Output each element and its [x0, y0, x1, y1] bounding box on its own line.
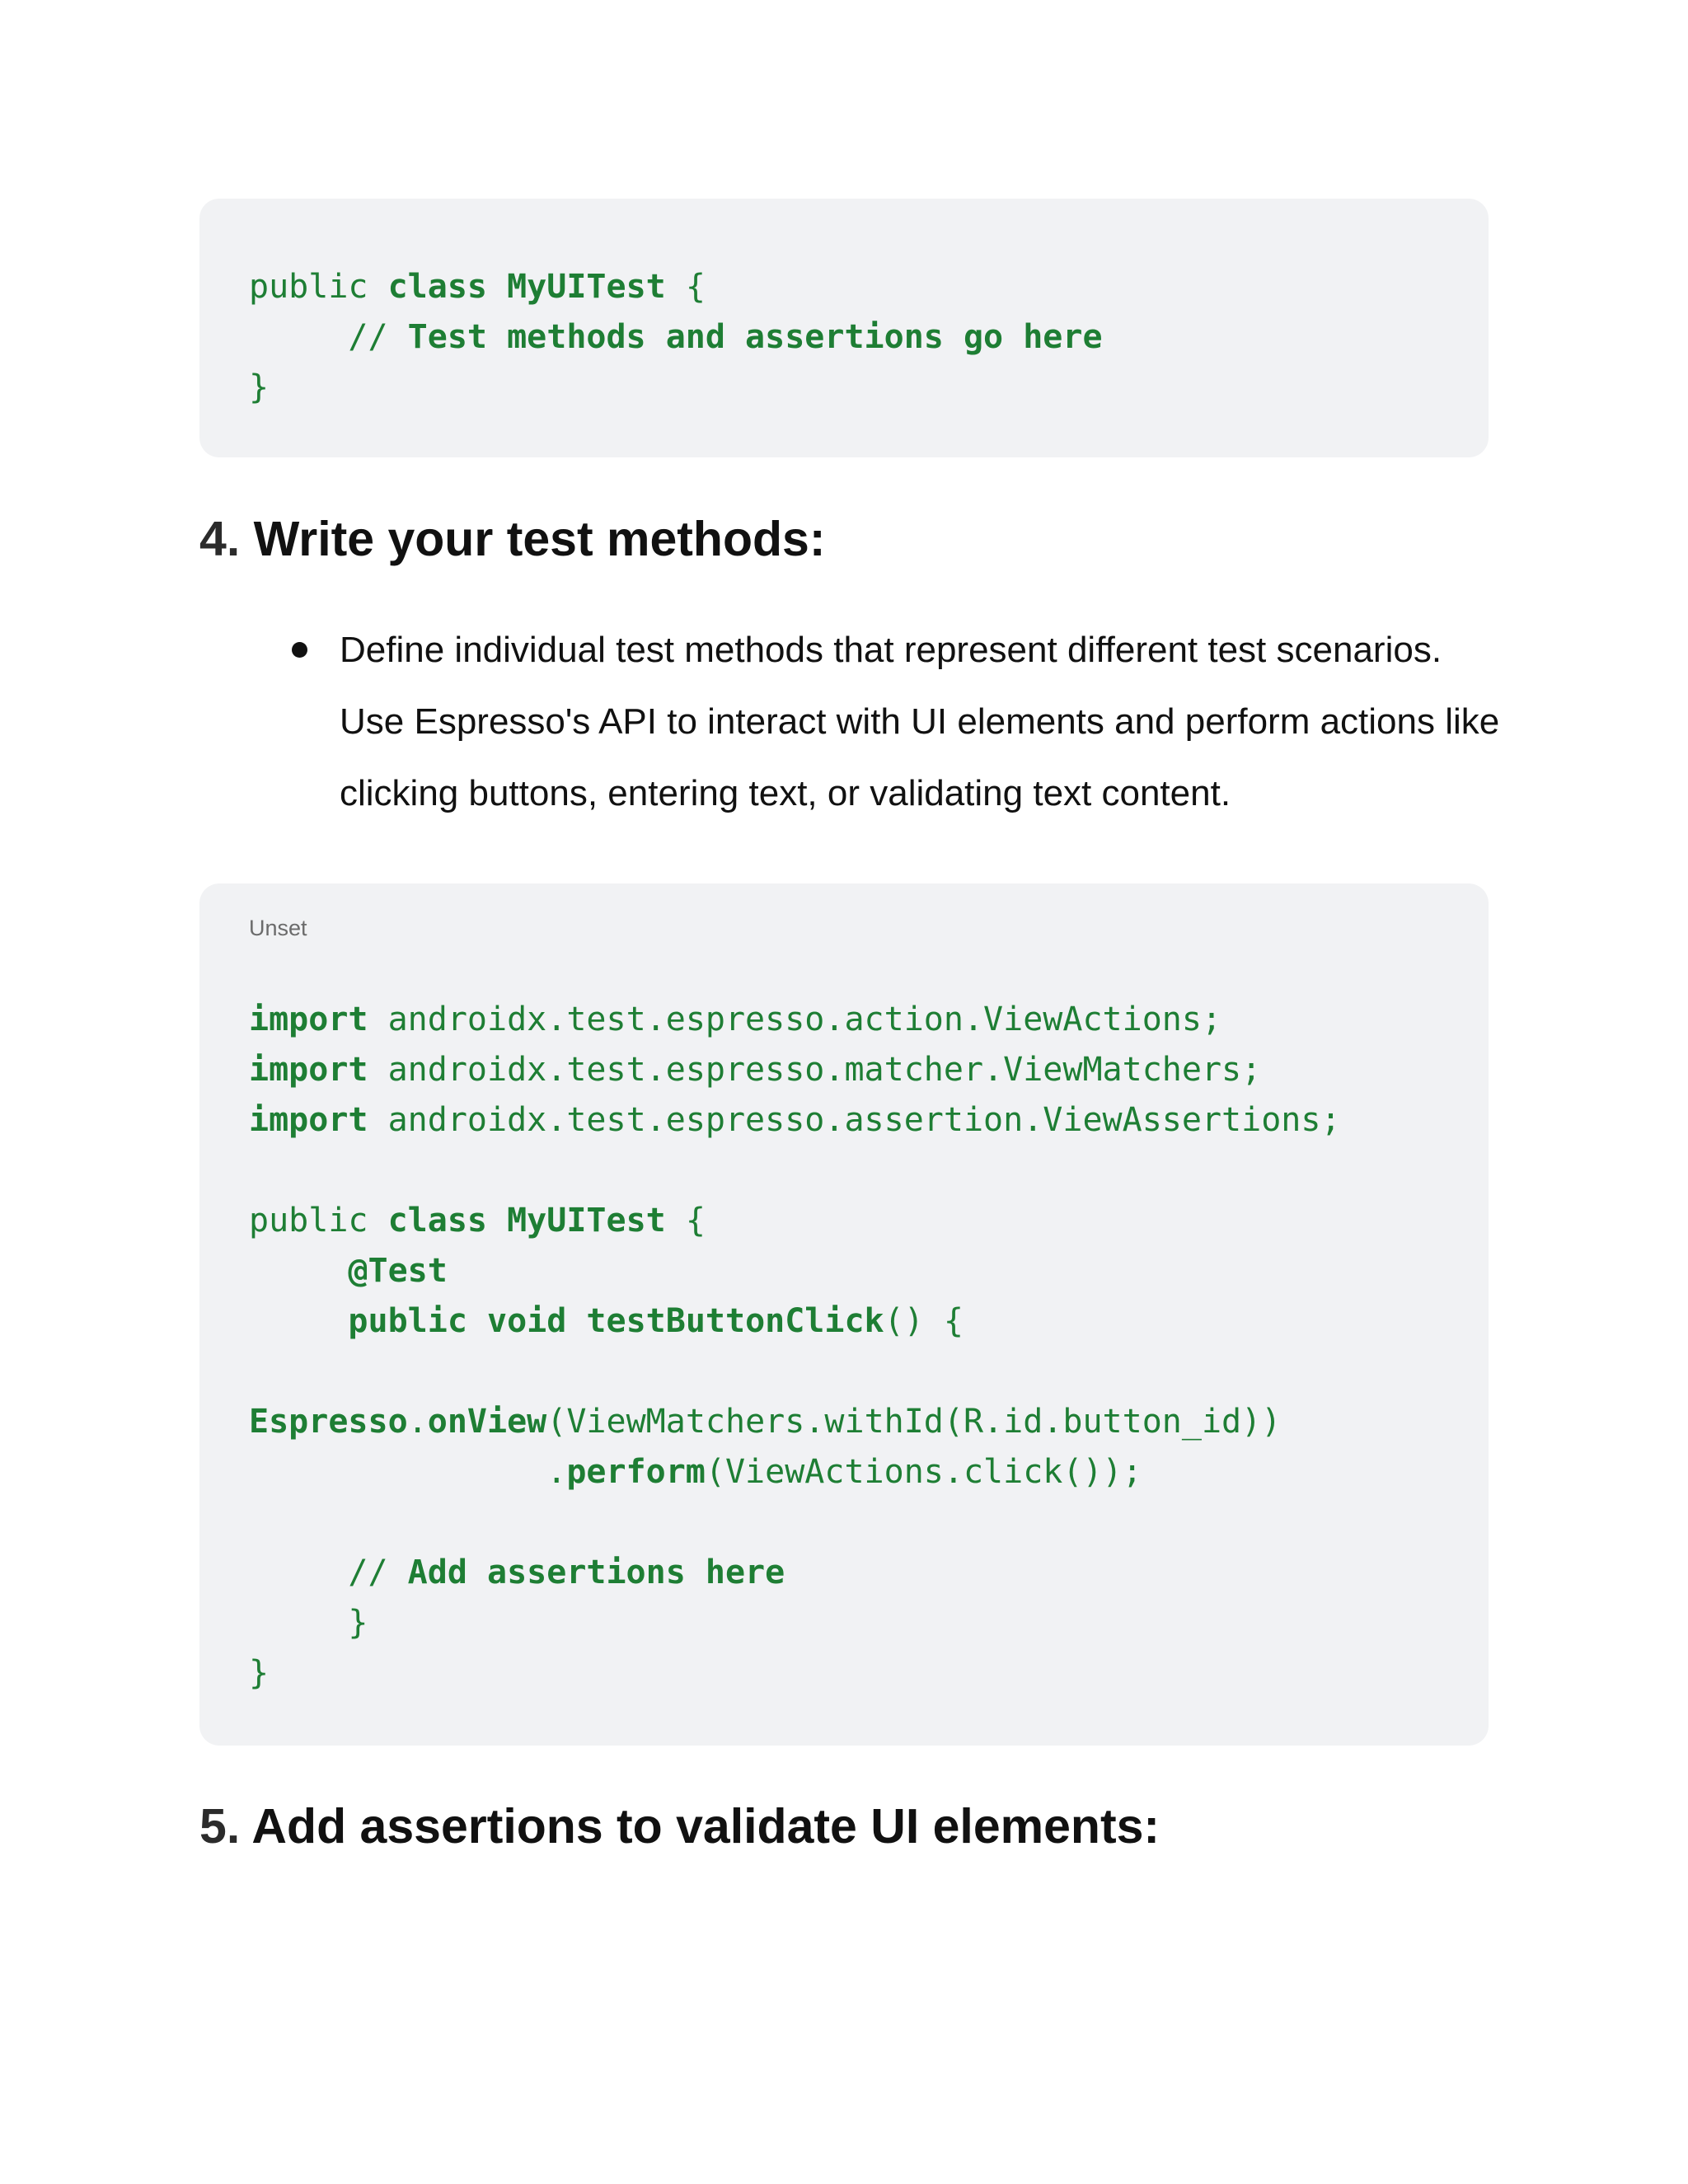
code-token: onView: [427, 1403, 547, 1441]
code-token: //: [249, 1554, 408, 1591]
code-line: [249, 262, 1489, 312]
section-4-bullet-list: [288, 614, 1500, 829]
code-token: public: [249, 268, 388, 306]
code-line: [249, 312, 1489, 363]
code-block-class-skeleton: [199, 199, 1489, 457]
code-token: Add assertions here: [407, 1554, 785, 1591]
code-token: (ViewMatchers.withId(R.id.button_id)): [546, 1403, 1282, 1441]
code-token: public: [249, 1202, 388, 1240]
code-token: //: [249, 318, 408, 356]
code-token: import: [249, 1001, 368, 1038]
code-line: [249, 1146, 1489, 1196]
code-line: [249, 1447, 1489, 1497]
code-token: }: [249, 368, 270, 406]
code-language-label: Unset: [249, 916, 307, 940]
section-5-title: Add assertions to validate UI elements:: [251, 1799, 1160, 1854]
list-item: [288, 614, 1500, 829]
code-line: [249, 1246, 1489, 1296]
code-token: import: [249, 1101, 368, 1139]
code-token: class MyUITest: [387, 1202, 666, 1240]
code-token: }: [249, 1654, 270, 1692]
code-token: Espresso: [249, 1403, 408, 1441]
code-line: [249, 1648, 1489, 1699]
code-line: [249, 1095, 1489, 1146]
code-token: .: [407, 1403, 428, 1441]
code-token: androidx.test.espresso.matcher.ViewMatchers;: [368, 1051, 1262, 1089]
code-token: [249, 1302, 348, 1340]
code-token: () {: [884, 1302, 964, 1340]
code-line: [249, 1397, 1489, 1447]
section-4-number: 4.: [199, 512, 241, 566]
code-line: [249, 995, 1489, 1045]
code-token: (ViewActions.click());: [705, 1453, 1142, 1491]
code-token: {: [665, 268, 706, 306]
code-token: }: [249, 1604, 368, 1642]
section-5-number: 5.: [199, 1799, 241, 1854]
code-line: [249, 1548, 1489, 1598]
bullet-dot-icon: [292, 642, 307, 658]
code-line: [249, 363, 1489, 413]
code-token: import: [249, 1051, 368, 1089]
section-4-title: Write your test methods:: [253, 512, 826, 566]
section-4-heading: [199, 511, 826, 567]
bullet-text: Define individual test methods that represent different test scenarios. Use Espresso's API to interact with UI elements and perform actions like clicking buttons, entering text, or validating text content.: [340, 630, 1500, 813]
code-token: [249, 1252, 348, 1290]
code-token: public void testButtonClick: [348, 1302, 884, 1340]
code-token: {: [665, 1202, 706, 1240]
section-5-heading: [199, 1798, 1160, 1854]
code-token: perform: [566, 1453, 706, 1491]
code-line: [249, 1045, 1489, 1095]
code-lines: [249, 995, 1489, 1699]
code-line: [249, 1347, 1489, 1397]
code-token: class MyUITest: [387, 268, 666, 306]
code-token: androidx.test.espresso.assertion.ViewAssertions;: [368, 1101, 1341, 1139]
code-token: @Test: [348, 1252, 448, 1290]
code-block-espresso-test: [199, 883, 1489, 1746]
code-line: [249, 1497, 1489, 1548]
code-token: Test methods and assertions go here: [407, 318, 1103, 356]
code-line: [249, 1196, 1489, 1246]
code-line: [249, 1598, 1489, 1648]
code-token: androidx.test.espresso.action.ViewActions;: [368, 1001, 1222, 1038]
code-token: .: [249, 1453, 567, 1491]
code-line: [249, 1296, 1489, 1347]
